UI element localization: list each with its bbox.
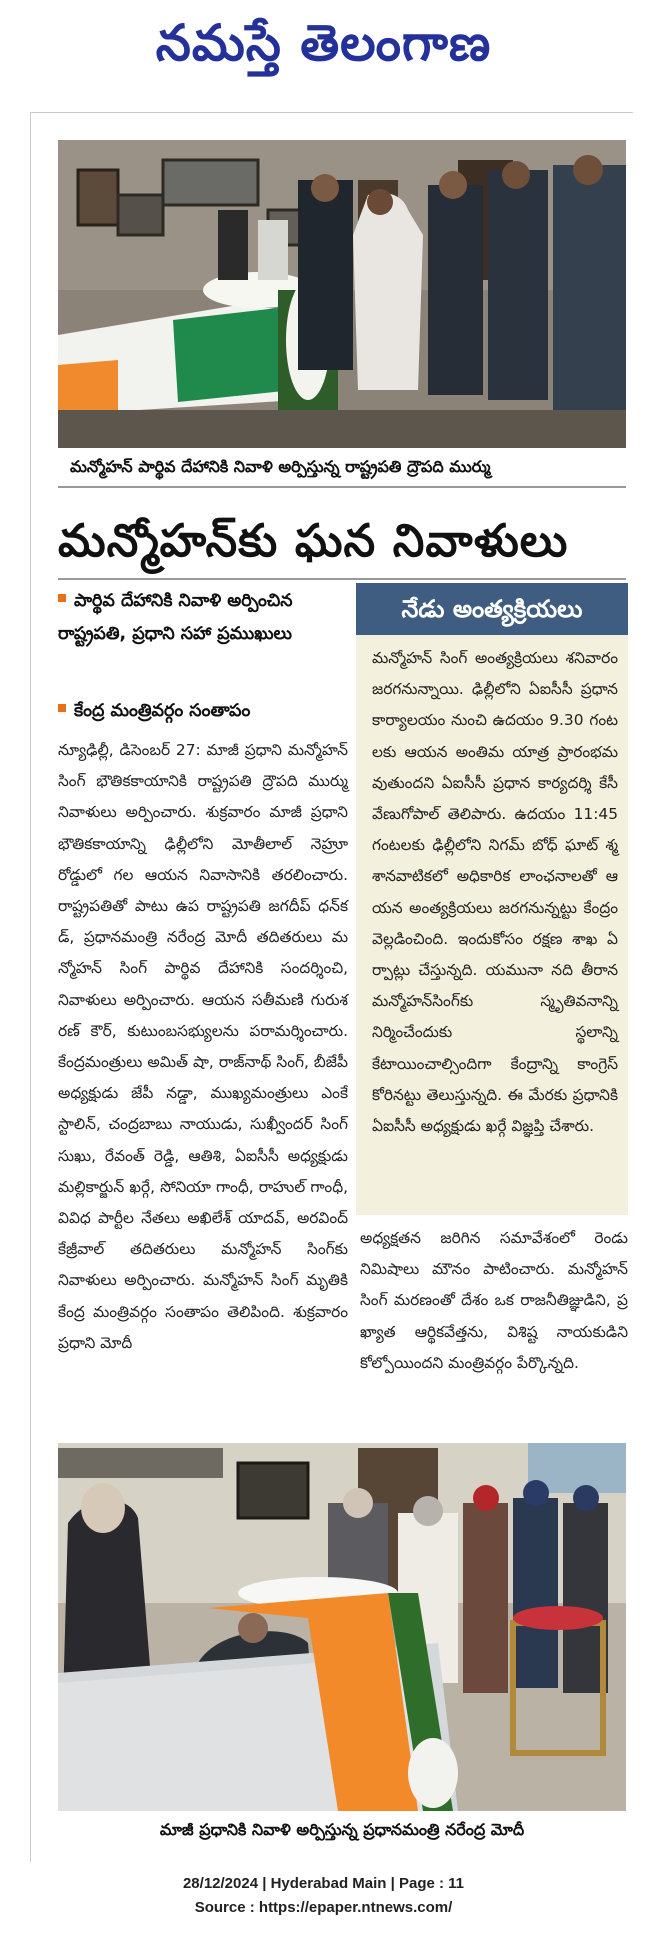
headline-divider [58,578,626,580]
top-photo-caption: మన్మోహన్ పార్థివ దేహానికి నివాళి అర్పిస్తున్న రాష్ట్రపతి ద్రౌపది ముర్ము [70,457,491,476]
newspaper-masthead: నమస్తే తెలంగాణ [155,13,492,72]
bullet-text: కేంద్ర మంత్రివర్గం సంతాపం [74,701,251,721]
sidebar-heading: నేడు అంత్యక్రియలు [356,583,628,635]
bullet-marker-icon [58,594,66,602]
sidebar-body: మన్మోహన్ సింగ్ అంత్యక్రియలు శనివారం జరగనున్నాయి. ఢిల్లీలోని ఏఐసీసీ ప్రధాన కార్యాలయం నుంచి ఉదయం 9.30 గంటలకు ఆయన అంతిమ యాత్ర ప్రారంభమవుతుందని ఏఐసీసీ ప్రధాన కార్యదర్శి కేసీ వేణుగోపాల్ తెలిపారు. ఉదయం 11:45 గంటలకు ఢిల్లీలోని నిగమ్ బోధ్ ఘాట్ శ్మశానవాటికలో అధికారిక లాంఛనాలతో ఆయన అంత్యక్రియలు జరగనున్నట్టు కేంద్రం వెల్లడించింది. ఇందుకోసం రక్షణ శాఖ ఏర్పాట్లు చేస్తున్నది. యమునా నది తీరాన మన్మోహన్‌సింగ్‌కు స్మృతివనాన్ని నిర్మించేందుకు స్థలాన్ని కేటాయించాల్సిందిగా కేంద్రాన్ని కాంగ్రెస్ కోరినట్టు తెలుస్తున్నది. ఈ మేరకు ప్రధానికి ఏఐసీసీ అధ్యక్షుడు ఖర్గే విజ్ఞప్తి చేశారు. [372,649,618,1136]
caption-divider [58,486,626,488]
top-photo [58,140,626,448]
footer-edition-info: 28/12/2024 | Hyderabad Main | Page : 11 [182,1875,465,1892]
article-continuation: అధ్యక్షతన జరిగిన సమావేశంలో రెండు నిమిషాలు మౌనం పాటించారు. మన్మోహన్ సింగ్ మరణంతో దేశం ఒక రాజనీతిజ్ఞుడిని, ప్రఖ్యాత ఆర్థికవేత్తను, విశిష్ట నాయకుడిని కోల్పోయిందని మంత్రివర్గం పేర్కొన్నది. [360,1229,628,1372]
bullet-item [58,585,348,685]
footer-source: Source : https://epaper.ntnews.com/ [194,1899,453,1916]
bottom-photo [58,1443,626,1811]
article-body: న్యూఢిల్లీ, డిసెంబర్ 27: మాజీ ప్రధాని మన్మోహన్ సింగ్ భౌతికకాయానికి రాష్ట్రపతి ద్రౌపది ముర్ము నివాళులు అర్పించారు. శుక్రవారం మాజీ ప్రధాని భౌతికకాయాన్ని ఢిల్లీలోని మోతీలాల్ నెహ్రూ రోడ్డులో గల ఆయన నివాసానికి తరలించారు. రాష్ట్రపతితో పాటు ఉప రాష్ట్రపతి జగదీప్ ధన్‌కడ్, ప్రధానమంత్రి నరేంద్ర మోదీ తదితరులు మన్మోహన్ సింగ్ పార్థివ దేహానికి సందర్శించి, నివాళులు అర్పించారు. ఆయన సతీమణి గురుశరణ్ కౌర్, కుటుంబసభ్యులను పరామర్శించారు. కేంద్రమంత్రులు అమిత్ షా, రాజ్‌నాథ్ సింగ్, బీజేపీ అధ్యక్షుడు జేపీ నడ్డా, ముఖ్యమంత్రులు ఎంకే స్టాలిన్, చంద్రబాబు నాయుడు, సుఖ్వీందర్ సింగ్ సుఖు, రేవంత్ రెడ్డి, ఆతిశి, ఏఐసీసీ అధ్యక్షుడు మల్లికార్జున్ ఖర్గే, సోనియా గాంధీ, రాహుల్ గాంధీ, వివిధ పార్టీల నేతలు అఖిలేశ్ యాదవ్, అరవింద్ కేజ్రీవాల్ తదితరులు మన్మోహన్ సింగ్‌కు నివాళులు అర్పించారు. మన్మోహన్ సింగ్ మృతికి కేంద్ర మంత్రివర్గం సంతాపం తెలిపింది. శుక్రవారం ప్రధాని మోదీ [58,741,348,1352]
bottom-photo-caption: మాజీ ప్రధానికి నివాళి అర్పిస్తున్న ప్రధానమంత్రి నరేంద్ర మోదీ [159,1820,525,1839]
bullet-item [58,695,348,729]
sidebar-box [356,583,628,1215]
bullet-marker-icon [58,704,66,712]
bullet-text: పార్థివ దేహానికి నివాళి అర్పించిన రాష్ట్రపతి, ప్రధాని సహా ప్రముఖులు [58,591,293,644]
article-headline: మన్మోహన్‌కు ఘన నివాళులు [58,514,569,567]
